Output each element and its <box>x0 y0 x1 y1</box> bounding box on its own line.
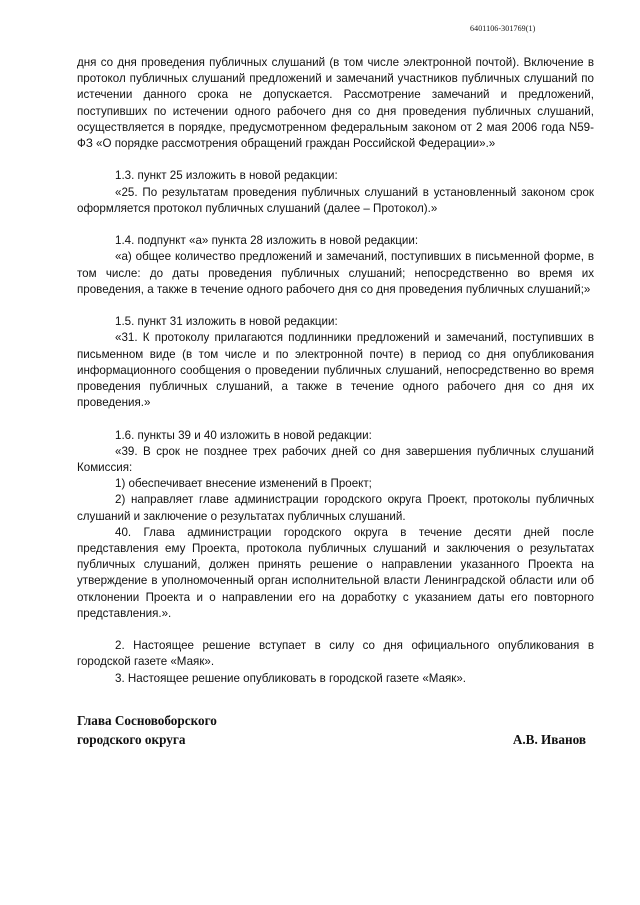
amendment-text-25: «25. По результатам проведения публичных слушаний в установленный законом срок оформляется протокол публичных слушаний (далее – Протокол).» <box>77 185 594 215</box>
paragraph-continuation: дня со дня проведения публичных слушаний (в том числе электронной почтой). Включение в протокол публичных слушаний предложений и замечаний участников публичных слушаний по истечении данного срока не допускается. Рассмотрение замечаний и предложений, поступивших по истечении одного рабочего дня со дня проведения публичных слушаний, осуществляется в порядке, предусмотренном федеральным законом от 2 мая 2006 года N59-ФЗ «О порядке рассмотрения обращений граждан Российской Федерации».» <box>77 56 594 151</box>
document-number: 6401106-301769(1) <box>470 24 536 33</box>
paragraph-spacer <box>77 152 594 168</box>
amendment-heading-1-4: 1.4. подпункт «а» пункта 28 изложить в новой редакции: <box>115 234 419 248</box>
signatory-title-line-1: Глава Сосновоборского <box>77 713 217 728</box>
resolution-item-3: 3. Настоящее решение опубликовать в городской газете «Маяк». <box>115 671 467 685</box>
amendment-text-28a: «а) общее количество предложений и замечаний, поступивших в письменной форме, в том числе: до даты проведения публичных слушаний; непосредственно во время их проведения, а также в течение одного рабочего дня со дня проведения публичных слушаний;» <box>77 250 594 296</box>
signatory-name: А.В. Иванов <box>512 731 586 747</box>
paragraph-spacer <box>77 622 594 638</box>
paragraph-spacer <box>77 411 594 427</box>
amendment-text-39-2: 2) направляет главе администрации городского округа Проект, протоколы публичных слушаний и заключение о результатах публичных слушаний. <box>77 493 594 523</box>
paragraph-spacer <box>77 298 594 314</box>
signatory-title-line-2: городского округа <box>77 731 186 747</box>
amendment-text-40: 40. Глава администрации городского округа в течение десяти дней после представления ему Проекта, протокола публичных слушаний и заключения о результатах публичных слушаний, должен принять решение о направлении указанного Проекта на утверждение в уполномоченный орган исполнительной власти Ленинградской области или об отклонении Проекта и о направлении его на доработку с указанием даты его повторного представления.». <box>77 525 594 620</box>
resolution-item-2: 2. Настоящее решение вступает в силу со дня официального опубликования в городской газете «Маяк». <box>77 639 594 669</box>
document-body <box>77 55 594 687</box>
amendment-heading-1-5: 1.5. пункт 31 изложить в новой редакции: <box>115 315 338 329</box>
paragraph-spacer <box>77 217 594 233</box>
amendment-text-31: «31. К протоколу прилагаются подлинники предложений и замечаний, поступивших в письменном виде (в том числе и по электронной почте) в период со дня опубликования информационного сообщения о проведении публичных слушаний, непосредственно во время проведения публичных слушаний, а также в течение одного рабочего дня со дня их проведения.» <box>77 331 594 410</box>
amendment-text-39-1: 1) обеспечивает внесение изменений в Проект; <box>115 477 372 491</box>
amendment-heading-1-3: 1.3. пункт 25 изложить в новой редакции: <box>115 169 338 183</box>
amendment-text-39: «39. В срок не позднее трех рабочих дней со дня завершения публичных слушаний Комиссия: <box>77 444 594 475</box>
amendment-heading-1-6: 1.6. пункты 39 и 40 изложить в новой редакции: <box>115 428 372 442</box>
signature-block <box>77 712 594 749</box>
